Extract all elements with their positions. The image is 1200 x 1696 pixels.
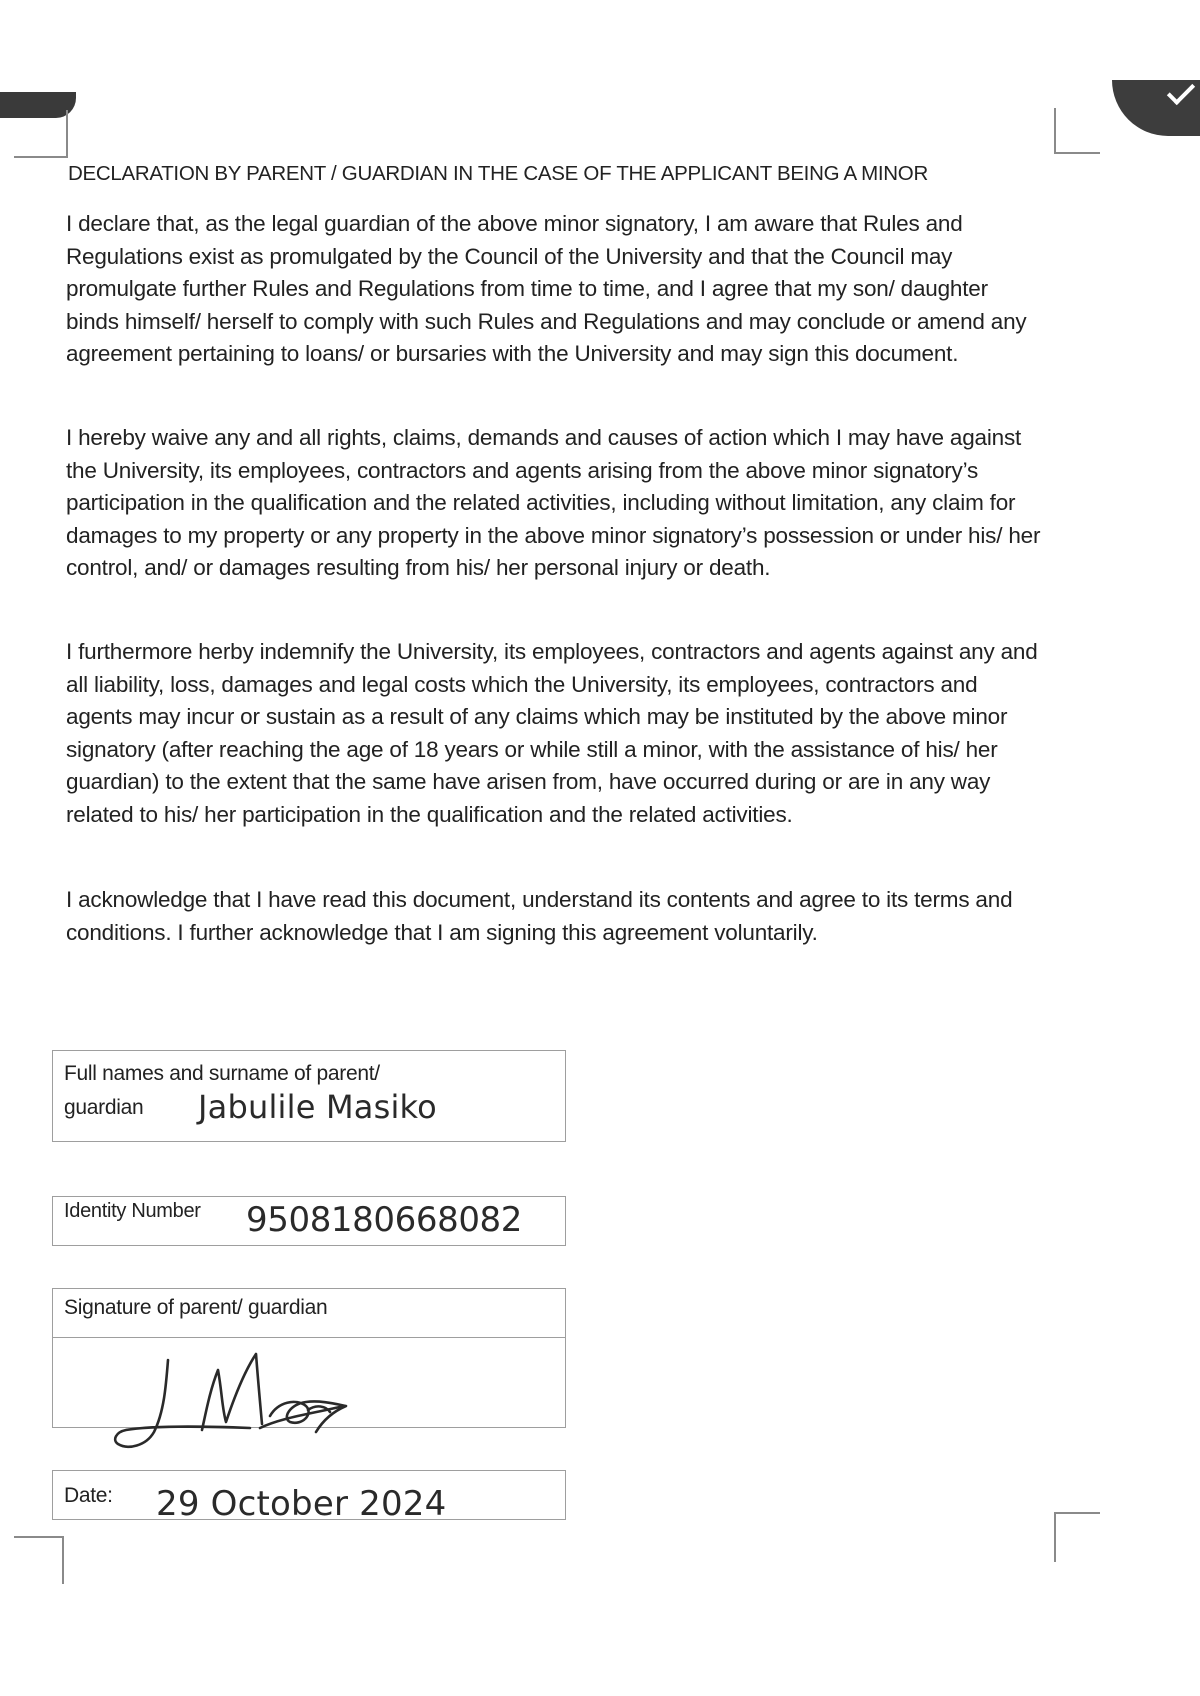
crop-mark-bottom-right-vertical — [1054, 1512, 1056, 1562]
full-name-value: Jabulile Masiko — [198, 1088, 437, 1126]
paragraph-indemnity: I furthermore herby indemnify the University, its employees, contractors and agents against any and all liability, loss, damages and legal costs which the University, its employees, contractors and agents may incur or sustain as a result of any claims which may be instituted by the above minor signatory (after reaching the age of 18 years or while still a minor, with the assistance of his/ her guardian) to the extent that the same have arisen from, have occurred during or are in any way related to his/ her participation in the qualification and the related activities. — [66, 639, 1038, 827]
crop-mark-top-right-horizontal — [1054, 152, 1100, 154]
declaration-heading: DECLARATION BY PARENT / GUARDIAN IN THE CASE OF THE APPLICANT BEING A MINOR — [68, 162, 928, 185]
crop-mark-top-left — [66, 110, 68, 156]
crop-mark-top-right — [1054, 108, 1056, 152]
crop-mark-top-left-horizontal — [14, 156, 68, 158]
crop-mark-bottom-right — [1054, 1512, 1100, 1514]
handwritten-signature — [110, 1346, 410, 1456]
scan-shadow-top-left — [0, 92, 76, 118]
date-label: Date: — [64, 1484, 113, 1507]
paragraph-declaration: I declare that, as the legal guardian of the above minor signatory, I am aware that Rules and Regulations exist as promulgated by the Council of the University and that the Council may promulgate further Rules and Regulations from time to time, and I agree that my son/ daughter binds himself/ herself to comply with such Rules and Regulations and may conclude or amend any agreement pertaining to loans/ or bursaries with the University and may sign this document. — [66, 211, 1027, 366]
crop-mark-bottom-left — [14, 1536, 62, 1538]
signature-label: Signature of parent/ guardian — [64, 1296, 328, 1319]
full-name-label: Full names and surname of parent/ — [64, 1062, 380, 1085]
identity-number-value: 9508180668082 — [246, 1200, 523, 1240]
identity-number-label: Identity Number — [64, 1200, 201, 1222]
full-name-label-continued: guardian — [64, 1096, 144, 1119]
paragraph-acknowledgement: I acknowledge that I have read this document, understand its contents and agree to its terms and conditions. I further acknowledge that I am signing this agreement voluntarily. — [66, 887, 1013, 945]
paragraph-waiver: I hereby waive any and all rights, claims, demands and causes of action which I may have against the University, its employees, contractors and agents arising from the above minor signatory’s participation in the qualification and the related activities, including without limitation, any claim for damages to my property or any property in the above minor signatory’s possession or under his/ her control, and/ or damages resulting from his/ her personal injury or death. — [66, 425, 1041, 580]
crop-mark-bottom-left-vertical — [62, 1536, 64, 1584]
date-value: 29 October 2024 — [156, 1484, 447, 1524]
